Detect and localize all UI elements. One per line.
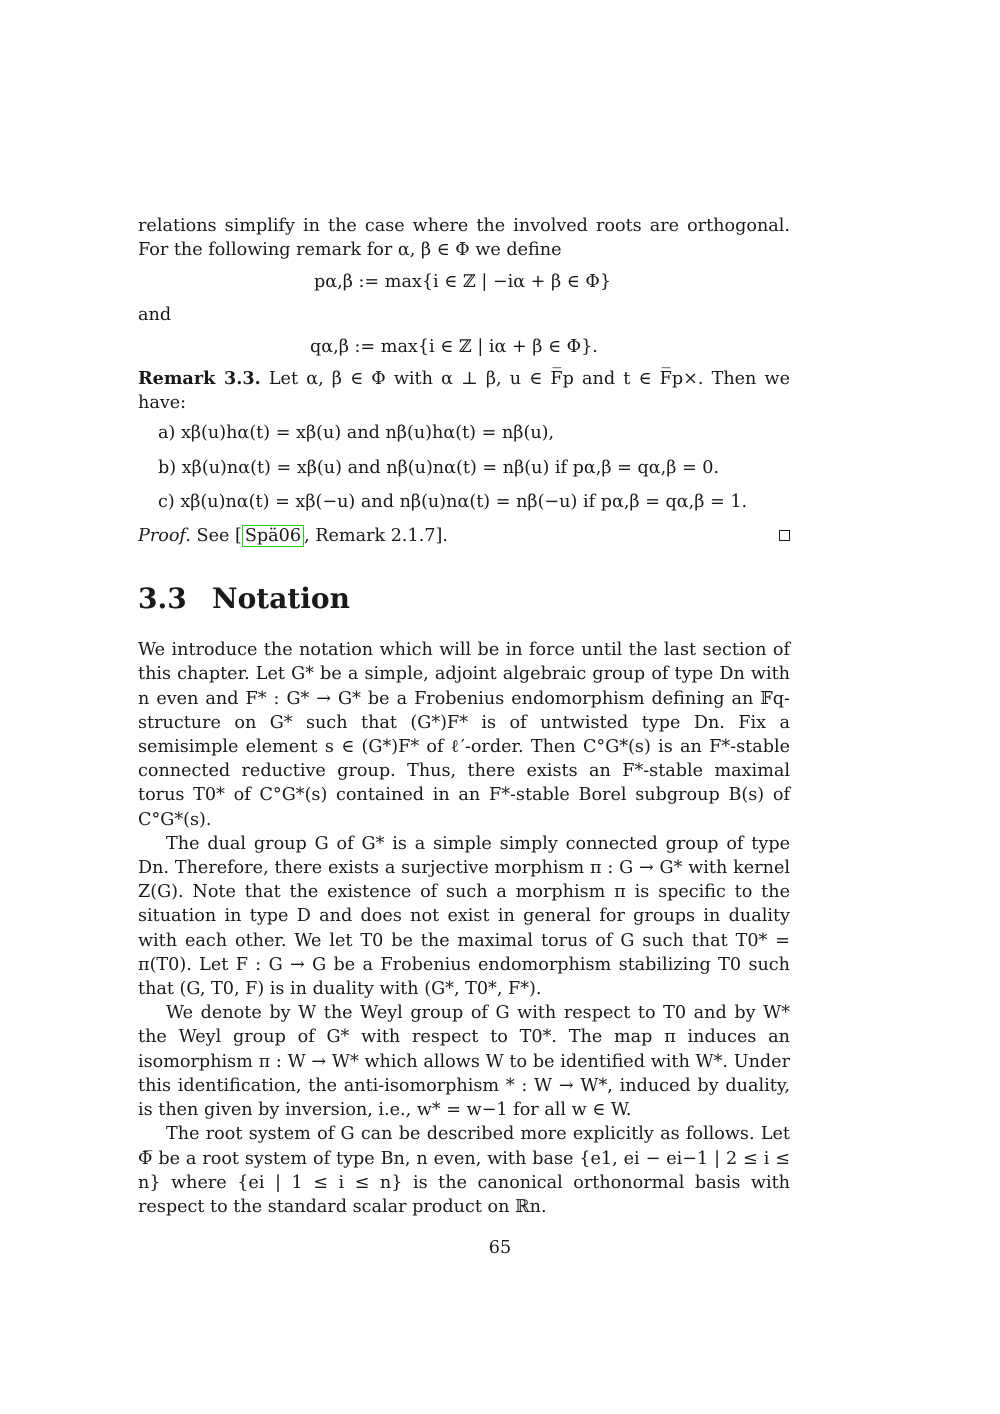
intro-text: relations simplify in the case where the involved roots are orthogonal. For the following remark for α, β ∈ Φ we define: [138, 216, 790, 261]
proof-pre: See [: [196, 526, 242, 547]
item-marker: b): [158, 457, 177, 478]
item-marker: a): [158, 423, 176, 444]
item-marker: c): [158, 491, 175, 512]
proof-post: , Remark 2.1.7].: [304, 526, 448, 547]
qed-square-icon: [779, 530, 790, 541]
section-heading: [138, 582, 790, 616]
proof: [138, 524, 790, 548]
remark-item-a: [158, 421, 790, 445]
remark-statement: [138, 367, 790, 415]
citation-link[interactable]: Spä06: [242, 525, 304, 547]
remark-label: Remark 3.3.: [138, 368, 261, 390]
remark-item-c: [158, 490, 790, 514]
remark-item-list: [158, 421, 790, 514]
page-number: 65: [488, 1238, 512, 1258]
paragraph-1: We introduce the notation which will be in force until the last section of this chapter. Let G* be a simple, adjoint algebraic group of type Dn with n even and F* : G* → G* be a Frobenius endomorphism defining an 𝔽q-structure on G* such that (G*)F* is of untwisted type Dn. Fix a semisimple element s ∈ (G*)F* of ℓ′-order. Then C°G*(s) is an F*-stable connected reductive group. Thus, there exists an F*-stable maximal torus T0* of C°G*(s) contained in an F*-stable Borel subgroup B(s) of C°G*(s).: [138, 640, 790, 830]
remark-text: Let α, β ∈ Φ with α ⊥ β, u ∈ F̅p and t ∈ F̅p×. Then we have:: [138, 369, 791, 414]
proof-label: Proof.: [138, 526, 191, 547]
section-title: Notation: [212, 582, 350, 616]
item-formula: xβ(u)nα(t) = xβ(−u) and nβ(u)nα(t) = nβ(−u) if pα,β = qα,β = 1.: [180, 491, 748, 512]
paragraph-3: We denote by W the Weyl group of G with respect to T0 and by W* the Weyl group of G* with respect to T0*. The map π induces an isomorphism π : W → W* which allows W to be identified with W*. Under this identification, the anti-isomorphism * : W → W*, induced by duality, is then given by inversion, i.e., w* = w−1 for all w ∈ W.: [138, 1003, 790, 1121]
paragraph-2: The dual group G of G* is a simple simply connected group of type Dn. Therefore, there exists a surjective morphism π : G → G* with kernel Z(G). Note that the existence of such a morphism π is specific to the situation in type D and does not exist in general for groups in duality with each other. We let T0 be the maximal torus of G such that T0* = π(T0). Let F : G → G be a Frobenius endomorphism stabilizing T0 such that (G, T0, F) is in duality with (G*, T0*, F*).: [138, 833, 790, 1000]
formula-q-alpha-beta: qα,β := max{i ∈ ℤ | iα + β ∈ Φ}.: [310, 336, 598, 357]
main-content: [138, 214, 790, 1219]
formula-p-alpha-beta: pα,β := max{i ∈ ℤ | −iα + β ∈ Φ}: [314, 272, 612, 293]
remark-item-b: [158, 456, 790, 480]
paragraph-4: The root system of G can be described more explicitly as follows. Let Φ̅ be a root system of type Bn, n even, with base {e1, ei − ei−1 | 2 ≤ i ≤ n} where {ei | 1 ≤ i ≤ n} is the canonical orthonormal basis with respect to the standard scalar product on ℝn.: [138, 1124, 790, 1217]
item-formula: xβ(u)nα(t) = xβ(u) and nβ(u)nα(t) = nβ(u) if pα,β = qα,β = 0.: [181, 457, 720, 478]
section-number: 3.3: [138, 582, 187, 616]
and-word: and: [138, 304, 172, 325]
item-formula: xβ(u)hα(t) = xβ(u) and nβ(u)hα(t) = nβ(u),: [180, 423, 555, 444]
